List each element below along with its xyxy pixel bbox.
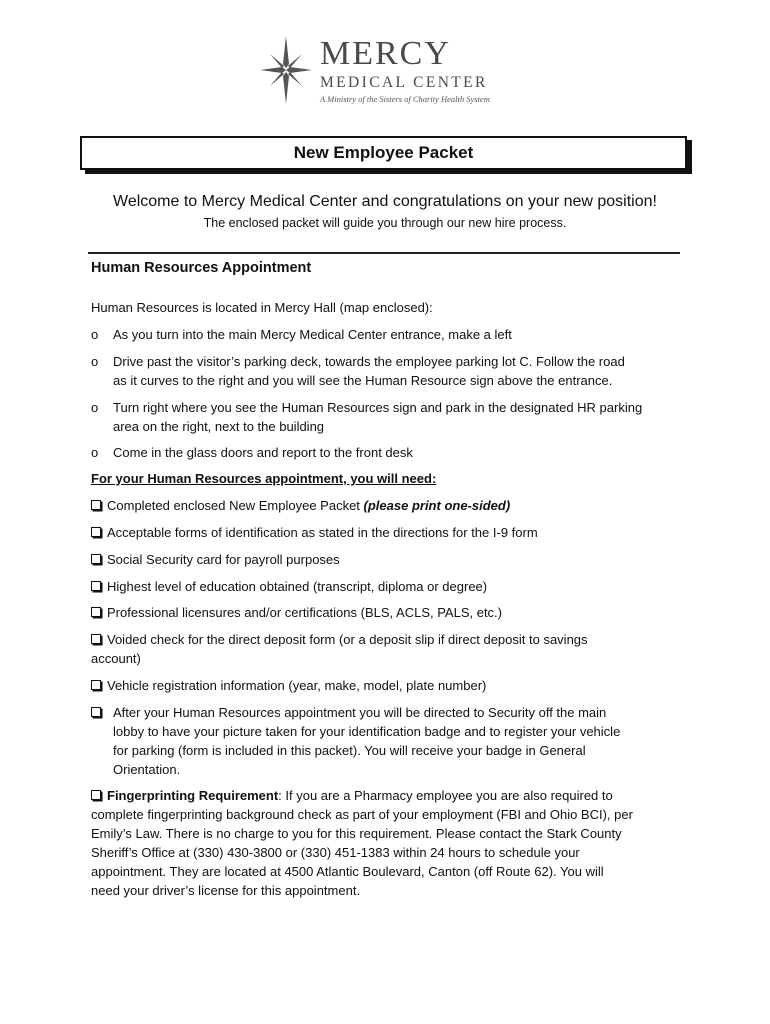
checkbox-icon — [91, 500, 101, 510]
intro-text: Human Resources is located in Mercy Hall (map enclosed): — [91, 300, 433, 315]
direction-item-3-line-2: area on the right, next to the building — [113, 419, 325, 434]
checkbox-icon — [91, 581, 101, 591]
security-line-3: for parking (form is included in this packet). You will receive your badge in General — [113, 743, 586, 758]
checklist-item-identification: Acceptable forms of identification as stated in the directions for the I-9 form — [91, 523, 538, 542]
star-emblem-icon — [258, 34, 314, 106]
security-line-2: lobby to have your picture taken for your identification badge and to register your vehicle — [113, 724, 621, 739]
divider — [88, 252, 680, 254]
logo-name: MERCY — [320, 35, 451, 72]
direction-item-2-line-1: Drive past the visitor’s parking deck, towards the employee parking lot C. Follow the road — [113, 354, 625, 369]
logo-tagline: A Ministry of the Sisters of Charity Health System — [320, 94, 490, 104]
checkbox-icon — [91, 634, 101, 644]
welcome-subheading: The enclosed packet will guide you through our new hire process. — [203, 216, 567, 230]
bullet-icon: o — [91, 400, 99, 415]
checkbox-icon — [91, 707, 101, 717]
fingerprinting-line-3: Emily’s Law. There is no charge to you for this requirement. Please contact the Stark County — [91, 826, 622, 841]
welcome-heading: Welcome to Mercy Medical Center and congratulations on your new position! — [113, 193, 657, 210]
checkbox-icon — [91, 607, 101, 617]
direction-item-4: Come in the glass doors and report to the front desk — [113, 445, 413, 460]
page-title: New Employee Packet — [293, 143, 474, 162]
fingerprinting-line-6: need your driver’s license for this appointment. — [91, 883, 361, 898]
bullet-icon: o — [91, 327, 99, 342]
bullet-icon: o — [91, 445, 99, 460]
fingerprinting-line-4: Sheriff’s Office at (330) 430-3800 or (330) 451-1383 within 24 hours to schedule your — [91, 845, 580, 860]
checklist-item-licensures: Professional licensures and/or certifications (BLS, ACLS, PALS, etc.) — [91, 603, 502, 622]
logo-subtitle: MEDICAL CENTER — [320, 74, 488, 91]
bullet-icon: o — [91, 354, 99, 369]
fingerprinting-line-5: appointment. They are located at 4500 Atlantic Boulevard, Canton (off Route 62). You will — [91, 864, 604, 879]
direction-item-2-line-2: as it curves to the right and you will see the Human Resource sign above the entrance. — [113, 373, 613, 388]
fingerprinting-requirement: Fingerprinting Requirement: If you are a Pharmacy employee you are also required to — [91, 786, 613, 805]
checklist-item-vehicle: Vehicle registration information (year, make, model, plate number) — [91, 676, 486, 695]
checklist-item-ssn: Social Security card for payroll purposes — [91, 550, 340, 569]
checkbox-icon — [91, 680, 101, 690]
checkbox-icon — [91, 554, 101, 564]
security-line-4: Orientation. — [113, 762, 181, 777]
checklist-item-voided-check-line-2: account) — [91, 651, 141, 666]
requirements-heading: For your Human Resources appointment, you will need: — [91, 471, 437, 486]
checklist-item-packet: Completed enclosed New Employee Packet (please print one-sided) — [91, 496, 510, 515]
mercy-logo — [258, 34, 518, 108]
section-title: Human Resources Appointment — [91, 260, 312, 276]
checklist-item-education: Highest level of education obtained (transcript, diploma or degree) — [91, 577, 487, 596]
direction-item-1: As you turn into the main Mercy Medical Center entrance, make a left — [113, 327, 512, 342]
fingerprinting-label: Fingerprinting Requirement — [107, 788, 279, 803]
security-line-1: After your Human Resources appointment you will be directed to Security off the main — [113, 705, 607, 720]
title-box — [80, 136, 687, 170]
checkbox-icon — [91, 790, 101, 800]
direction-item-3-line-1: Turn right where you see the Human Resources sign and park in the designated HR parking — [113, 400, 643, 415]
checklist-item-voided-check: Voided check for the direct deposit form (or a deposit slip if direct deposit to savings — [91, 630, 588, 649]
checklist-item-security — [91, 703, 107, 722]
checkbox-icon — [91, 527, 101, 537]
packet-note: (please print one-sided) — [363, 498, 511, 513]
fingerprinting-line-2: complete fingerprinting background check as part of your employment (FBI and Ohio BCI), per — [91, 807, 633, 822]
